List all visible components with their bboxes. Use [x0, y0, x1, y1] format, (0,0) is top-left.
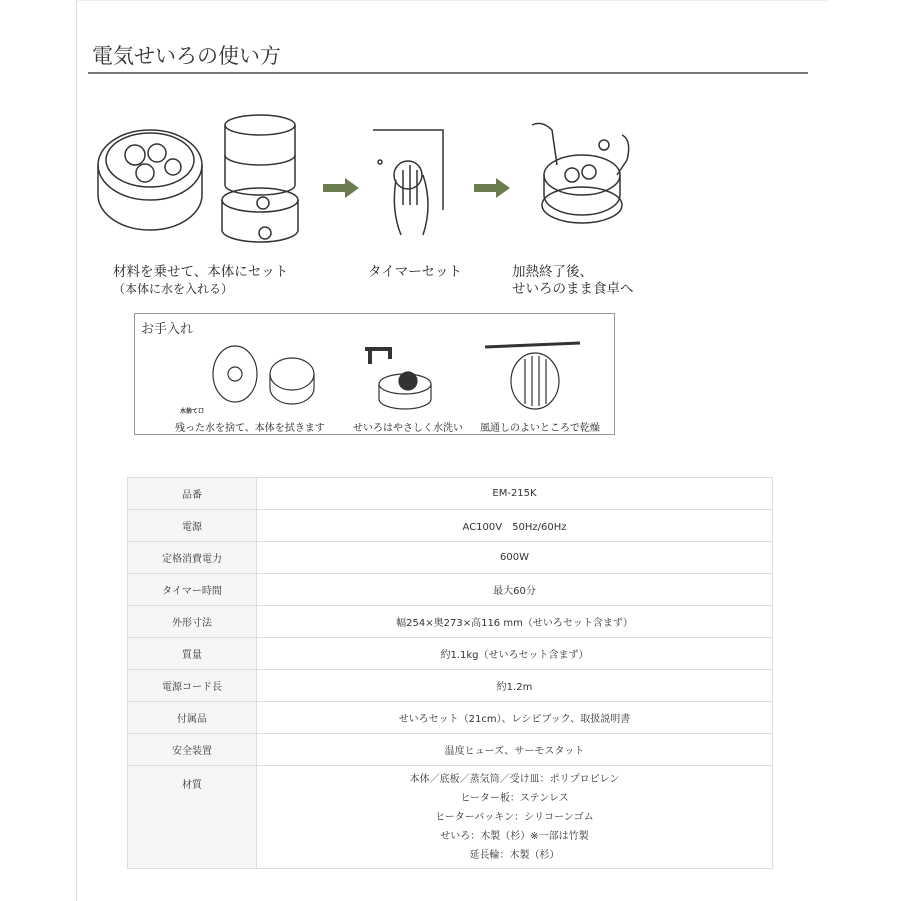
spec-label: 材質 [128, 766, 257, 869]
table-row [128, 670, 773, 702]
spec-label: 質量 [128, 638, 257, 670]
spec-label: 電源コード長 [128, 670, 257, 702]
wipe-illustration [200, 336, 320, 416]
spec-value: 約1.2m [257, 670, 773, 702]
spec-label: 安全装置 [128, 734, 257, 766]
spec-label: 外形寸法 [128, 606, 257, 638]
spec-value: 600W [257, 542, 773, 574]
step-caption: 加熱終了後、 せいろのまま食卓へ [512, 264, 634, 297]
steamer-illustration [95, 105, 305, 255]
spec-value: 最大60分 [257, 574, 773, 606]
spec-label: 品番 [128, 478, 257, 510]
spec-value: 約1.1kg（せいろセット含まず） [257, 638, 773, 670]
spec-value: 本体／底板／蒸気筒／受け皿：ポリプロピレン ヒーター板：ステンレス ヒーターパッキン：シリコーンゴム せいろ：木製（杉）※一部は竹製 延長輪：木製（杉） [257, 766, 773, 869]
arrow-icon [474, 178, 510, 198]
care-caption: 風通しのよいところで乾燥 [480, 423, 600, 434]
care-title: お手入れ [141, 322, 194, 337]
spec-value: せいろセット（21cm）、レシピブック、取扱説明書 [257, 702, 773, 734]
spec-label: 定格消費電力 [128, 542, 257, 574]
table-row [128, 638, 773, 670]
table-row [128, 510, 773, 542]
spec-label: タイマー時間 [128, 574, 257, 606]
table-row [128, 766, 773, 869]
step-caption: 材料を乗せて、本体にセット （本体に水を入れる） [113, 264, 289, 296]
wash-illustration [360, 339, 440, 414]
spec-value: EM-215K [257, 478, 773, 510]
table-row [128, 702, 773, 734]
table-row [128, 574, 773, 606]
spec-label: 付属品 [128, 702, 257, 734]
page-title: 電気せいろの使い方 [92, 44, 281, 68]
spec-value: 幅254×奥273×高116 mm（せいろセット含まず） [257, 606, 773, 638]
drain-label: 水捨て口 [180, 408, 205, 415]
arrow-icon [323, 178, 359, 198]
step-caption: タイマーセット [368, 264, 462, 280]
care-caption: せいろはやさしく水洗い [353, 423, 463, 434]
table-row [128, 734, 773, 766]
table-row [128, 606, 773, 638]
care-box [134, 313, 615, 435]
spec-label: 電源 [128, 510, 257, 542]
serving-illustration [527, 120, 637, 230]
spec-table [127, 477, 773, 869]
care-caption: 残った水を捨て、本体を拭きます [175, 423, 325, 434]
title-divider [88, 72, 808, 74]
table-row [128, 478, 773, 510]
dry-illustration [480, 339, 590, 414]
timer-illustration [368, 125, 448, 240]
spec-value: 温度ヒューズ、サーモスタット [257, 734, 773, 766]
table-row [128, 542, 773, 574]
spec-value: AC100V 50Hz/60Hz [257, 510, 773, 542]
